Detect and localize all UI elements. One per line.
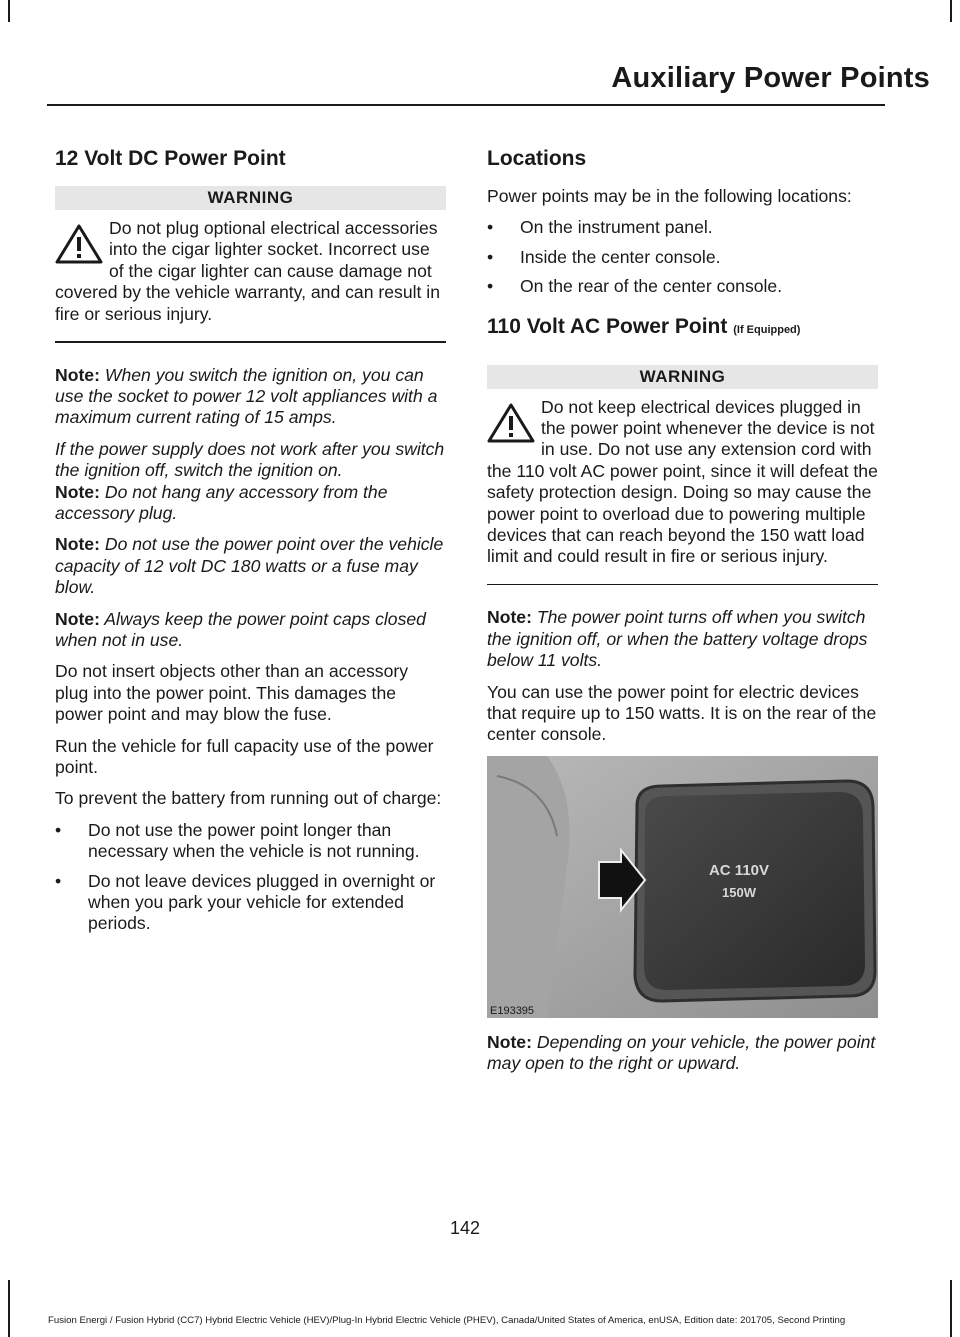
warning-label: WARNING xyxy=(55,186,446,210)
note-label: Note: xyxy=(55,534,100,555)
header-divider xyxy=(47,104,885,106)
note-ignition xyxy=(55,365,446,429)
right-column xyxy=(487,146,878,1085)
crop-mark-bottom-right xyxy=(950,1280,952,1337)
paragraph-locations-intro: Power points may be in the following locations: xyxy=(487,186,852,206)
note-caps xyxy=(55,609,446,652)
note-label: Note: xyxy=(487,1031,532,1052)
note-text: Do not hang any accessory from the accessory plug. xyxy=(55,481,388,523)
crop-mark-bottom-left xyxy=(8,1280,10,1337)
section-heading-110v xyxy=(487,314,878,343)
paragraph-150-watts: You can use the power point for electric devices that require up to 150 watts. It is on the rear of the center console. xyxy=(487,681,877,745)
section-heading-12v: 12 Volt DC Power Point xyxy=(55,147,286,170)
paragraph-battery: To prevent the battery from running out of charge: xyxy=(55,788,442,809)
warning-block xyxy=(487,397,878,568)
warning-text: Do not keep electrical devices plugged in the power point whenever the device is not in use. Do not use any extension cord with the 110 volt AC power point, since it will defeat the safety protection design. Doing so may cause the power point to overload due to powering multiple devices that can reach beyond the 150 watt load limit and could result in fire or serious injury. xyxy=(487,396,878,567)
page-number: 142 xyxy=(449,1218,481,1238)
warning-block xyxy=(55,218,446,325)
list-item: • Do not use the power point longer than necessary when the vehicle is not running. xyxy=(55,820,446,863)
list-item: • Inside the center console. xyxy=(487,247,878,268)
note-open-direction xyxy=(487,1032,878,1075)
power-point-photo xyxy=(487,756,878,1018)
crop-mark-top-right xyxy=(950,0,952,22)
power-point-illustration xyxy=(487,756,878,1018)
page-title: Auxiliary Power Points xyxy=(611,62,930,94)
note-text: Depending on your vehicle, the power point may open to the right or upward. xyxy=(487,1031,876,1074)
warning-triangle-icon xyxy=(55,224,103,264)
section-heading-locations: Locations xyxy=(487,147,587,170)
warning-divider xyxy=(55,341,446,343)
cover-label-voltage: AC 110V xyxy=(708,861,770,879)
note-text: When you switch the ignition on, you can use the socket to power 12 volt appliances with a maximum current rating of 15 amps. xyxy=(55,364,438,428)
list-item: • On the instrument panel. xyxy=(487,217,878,238)
crop-mark-top-left xyxy=(8,0,10,22)
heading-qualifier: (If Equipped) xyxy=(733,323,801,336)
paragraph-insert-objects: Do not insert objects other than an accessory plug into the power point. This damages the power point and may blow the fuse. xyxy=(55,661,409,725)
paragraph-full-capacity: Run the vehicle for full capacity use of the power point. xyxy=(55,735,434,778)
note-text: If the power supply does not work after you switch the ignition off, switch the ignition on. xyxy=(55,438,445,481)
note-text: The power point turns off when you switch the ignition off, or when the battery voltage drops below 11 volts. xyxy=(487,607,868,671)
warning-divider xyxy=(487,584,878,586)
note-turns-off xyxy=(487,607,878,671)
note-text: Do not use the power point over the vehicle capacity of 12 volt DC 180 watts or a fuse may blow. xyxy=(55,534,444,598)
image-code: E193395 xyxy=(490,1004,535,1017)
note-label: Note: xyxy=(55,364,100,385)
locations-list xyxy=(487,217,878,297)
note-ignition-continued xyxy=(55,439,446,482)
note-label: Note: xyxy=(487,607,532,628)
list-item: • On the rear of the center console. xyxy=(487,276,878,297)
left-column xyxy=(55,146,446,947)
note-label: Note: xyxy=(55,481,100,502)
note-label: Note: xyxy=(55,608,100,629)
note-accessory-plug xyxy=(55,482,446,525)
cover-label-wattage: 150W xyxy=(722,884,756,900)
note-capacity xyxy=(55,534,446,598)
battery-tips-list xyxy=(55,820,446,935)
warning-label: WARNING xyxy=(487,365,878,389)
footer-text: Fusion Energi / Fusion Hybrid (CC7) Hybrid Electric Vehicle (HEV)/Plug-In Hybrid Electric Vehicle (PHEV), Canada/United States of America, enUSA, Edition date: 201705, Second Printing xyxy=(48,1315,846,1326)
warning-triangle-icon xyxy=(487,403,535,443)
list-item: • Do not leave devices plugged in overnight or when you park your vehicle for extended periods. xyxy=(55,871,446,935)
warning-text: Do not plug optional electrical accessories into the cigar lighter socket. Incorrect use of the cigar lighter can cause damage not covered by the vehicle warranty, and can result in fire or serious injury. xyxy=(55,218,440,324)
heading-text: 110 Volt AC Power Point xyxy=(487,314,728,338)
note-text: Always keep the power point caps closed when not in use. xyxy=(55,608,426,650)
